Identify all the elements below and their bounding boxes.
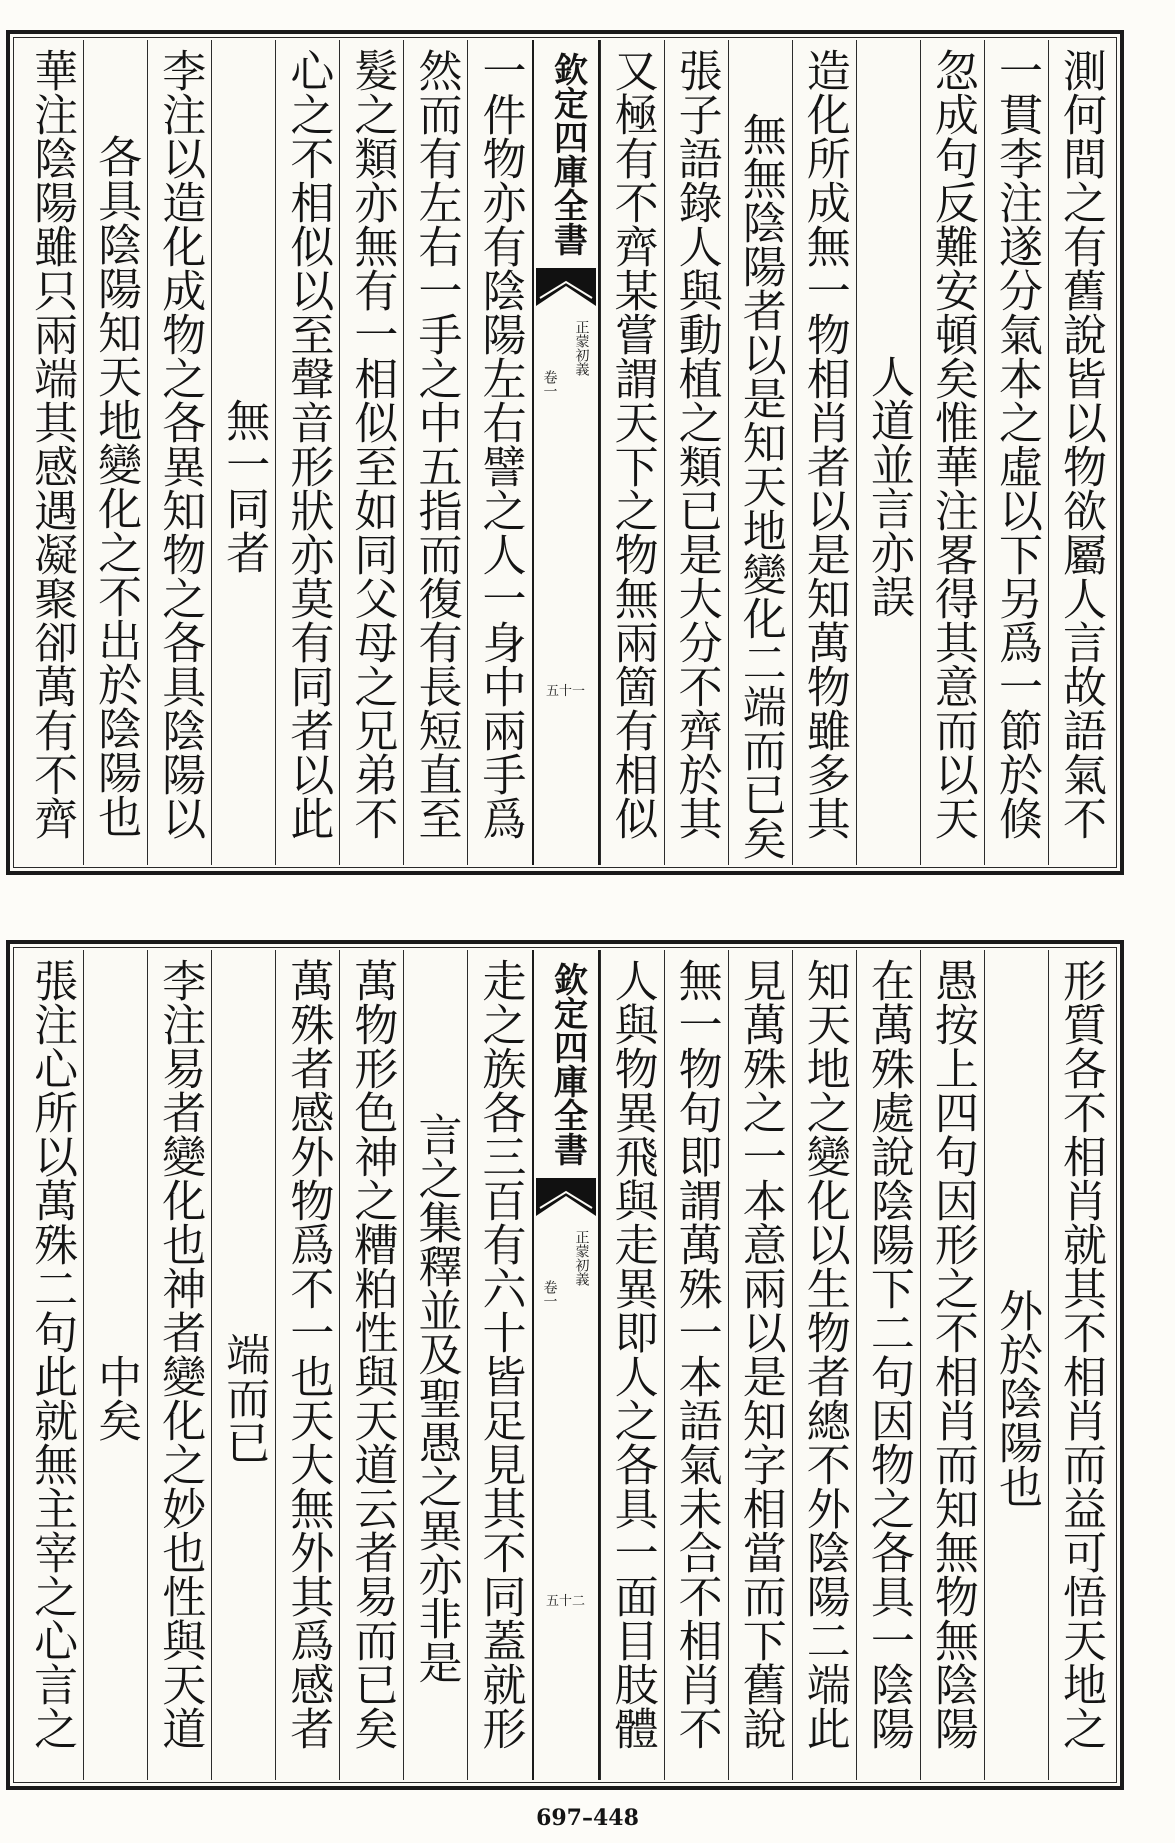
text-column [920, 40, 984, 865]
text-column [856, 40, 920, 865]
text-column [600, 40, 664, 865]
column-text: 形質各不相肖就其不相肖而益可悟天地之 [1055, 958, 1106, 1750]
text-column [600, 950, 664, 1780]
column-text: 知天地之變化以生物者總不外陰陽二端此 [798, 958, 850, 1750]
text-column [1048, 40, 1112, 865]
column-text: 一貫李注遂分氣本之虛以下另爲一節於倏 [990, 48, 1042, 840]
column-text: 言之集釋並及聖愚之異亦非是 [410, 1112, 462, 1684]
text-column [339, 40, 403, 865]
center-block [532, 40, 600, 865]
bottom-columns [20, 950, 1112, 1780]
column-text: 無一物句即謂萬殊一本語氣未合不相肖不 [670, 958, 722, 1750]
volume-label: 卷一 [541, 1280, 558, 1308]
text-column [147, 40, 211, 865]
text-column [83, 40, 147, 865]
text-column [664, 950, 728, 1780]
text-column [920, 950, 984, 1780]
text-column [984, 950, 1048, 1780]
column-text: 又極有不齊某嘗謂天下之物無兩箇有相似 [606, 48, 658, 840]
text-column [211, 40, 275, 865]
leaf-number: 五十一 [545, 684, 585, 699]
column-text: 忽成句反難安頓矣惟華注畧得其意而以天 [926, 48, 978, 840]
text-column [856, 950, 920, 1780]
text-column [664, 40, 728, 865]
text-column [211, 950, 275, 1780]
column-text: 中矣 [90, 1354, 142, 1442]
center-title: 欽定四庫全書 [547, 962, 588, 1166]
book-title: 正蒙初義 [573, 1230, 590, 1286]
text-column [275, 40, 339, 865]
text-column [83, 950, 147, 1780]
column-text: 造化所成無一物相肖者以是知萬物雖多其 [798, 48, 850, 840]
volume-label: 卷一 [541, 370, 558, 398]
column-text: 張子語錄人與動植之類已是大分不齊於其 [670, 48, 722, 840]
column-text: 各具陰陽知天地變化之不出於陰陽也 [90, 133, 142, 838]
text-column [403, 40, 467, 865]
text-column [467, 40, 531, 865]
text-column [147, 950, 211, 1780]
archive-page-number: 697–448 [536, 1805, 639, 1831]
column-text: 無無陰陽者以是知天地變化二端而已矣 [734, 111, 786, 860]
center-title: 欽定四庫全書 [547, 52, 588, 256]
column-text: 心之不相似以至聲音形狀亦莫有同者以此 [282, 48, 334, 840]
column-text: 測何間之有舊說皆以物欲屬人言故語氣不 [1055, 48, 1106, 840]
column-text: 愚按上四句因形之不相肖而知無物無陰陽 [926, 958, 978, 1750]
column-text: 然而有左右一手之中五指而復有長短直至 [410, 48, 462, 840]
column-text: 萬殊者感外物爲不一也天大無外其爲感者 [282, 958, 334, 1750]
text-column [275, 950, 339, 1780]
bottom-page [6, 940, 1124, 1790]
column-text: 人與物異飛與走異即人之各具一面目肢體 [606, 958, 658, 1750]
text-column [792, 950, 856, 1780]
text-column [339, 950, 403, 1780]
text-column [403, 950, 467, 1780]
book-title: 正蒙初義 [573, 320, 590, 376]
column-text: 外於陰陽也 [990, 1288, 1042, 1508]
top-page [6, 30, 1124, 875]
text-column [728, 950, 792, 1780]
column-text: 在萬殊處說陰陽下二句因物之各具一陰陽 [862, 958, 914, 1750]
text-column [792, 40, 856, 865]
column-text: 華注陰陽雖只兩端其感遇凝聚卻萬有不齊 [26, 48, 78, 840]
column-text: 端而已 [218, 1332, 270, 1464]
center-block [532, 950, 600, 1780]
column-text: 一件物亦有陰陽左右譬之人一身中兩手爲 [474, 48, 526, 840]
column-text: 見萬殊之一本意兩以是知字相當而下舊說 [734, 958, 786, 1750]
fishtail-mark-icon [536, 268, 596, 306]
text-column [1048, 950, 1112, 1780]
column-text: 萬物形色神之糟粕性與天道云者易而已矣 [346, 958, 398, 1750]
column-text: 髮之類亦無有一相似至如同父母之兄弟不 [346, 48, 398, 840]
text-column [467, 950, 531, 1780]
text-column [20, 950, 83, 1780]
column-text: 無一同者 [218, 397, 270, 574]
fishtail-mark-icon [536, 1178, 596, 1216]
text-column [728, 40, 792, 865]
column-text: 人道並言亦誤 [862, 353, 914, 618]
top-columns [20, 40, 1112, 865]
text-column [20, 40, 83, 865]
leaf-number: 五十二 [545, 1594, 585, 1609]
column-text: 李注易者變化也神者變化之妙也性與天道 [154, 958, 206, 1750]
text-column [984, 40, 1048, 865]
column-text: 走之族各三百有六十皆足見其不同蓋就形 [474, 958, 526, 1750]
column-text: 李注以造化成物之各異知物之各具陰陽以 [154, 48, 206, 840]
column-text: 張注心所以萬殊二句此就無主宰之心言之 [26, 958, 78, 1750]
